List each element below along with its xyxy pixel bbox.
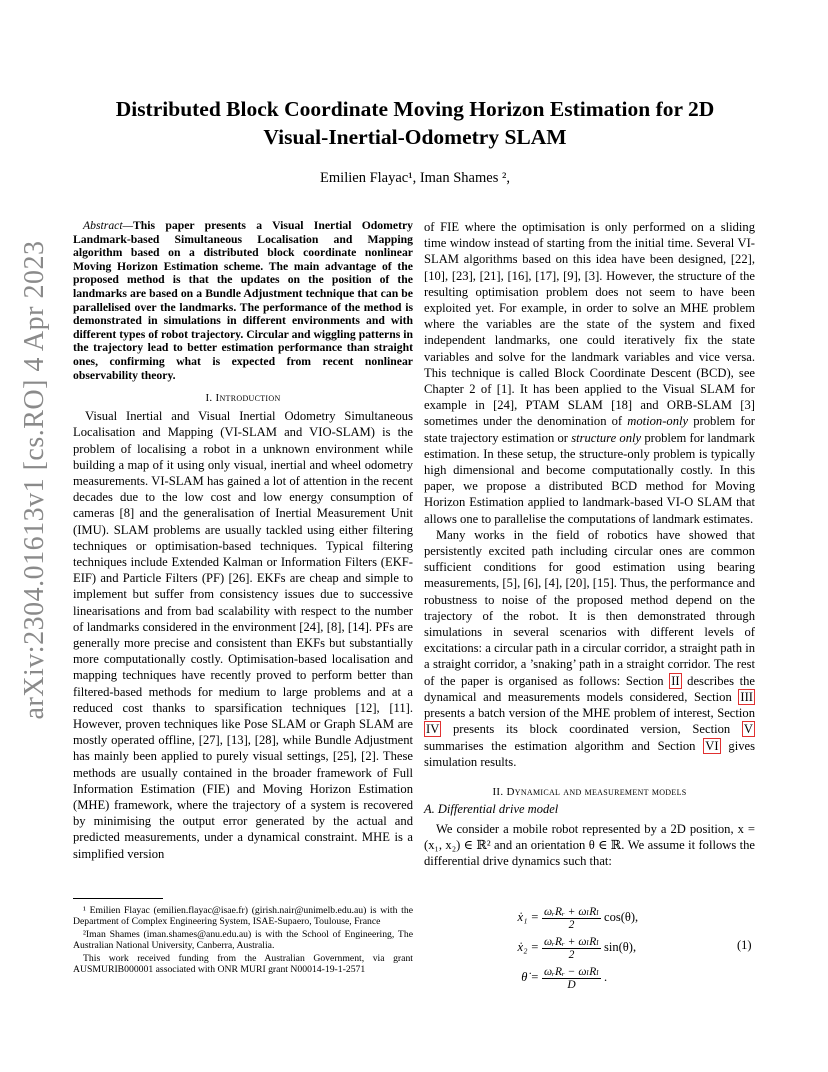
abstract-label: Abstract [83, 219, 123, 232]
equation-row: ẋ₁ = $\frac{\text{ωᵣRᵣ + ωₗRₗ}}{2}$ cos(θ), [517, 905, 639, 931]
model-paragraph: We consider a mobile robot represented by a 2D position, x = (x₁, x₂) ∈ ℝ² and an orientation θ ∈ ℝ. We assume it follows the differential drive dynamics such that: [424, 821, 755, 869]
section-link-V[interactable]: V [743, 722, 753, 737]
footnote-3: This work received funding from the Australian Government, via grant AUSMURIB000001 associated with ONR MURI grant N00014-19-1-2571 [73, 952, 413, 976]
equation-number: (1) [737, 938, 752, 952]
intro-paragraph-2: Many works in the field of robotics have showed that persistently excited path including circular ones are common sufficient conditions for good estimation using bearing measurements, [5], [6], [4], [20], [15]. Thus, the performance and robustness to noise of the proposed method depend on the trajectory of the robot. It is then demonstrated through simulations in several scenarios with different levels of excitations: a circular path in a circular corridor, a straight path in a straight corridor, a ’snaking’ path in a straight corridor. The rest of the paper is organised as follows: Section II describes the dynamical and measurements models considered, Section III presents a batch version of the MHE problem of interest, Section IV presents its block coordinated version, Section V summarises the estimation algorithm and Section VI gives simulation results. [424, 527, 755, 769]
section-heading-models: II. Dynamical and measurement models [492, 785, 687, 798]
equation-block [505, 902, 765, 992]
footnote-2: ²Iman Shames (iman.shames@anu.edu.au) is with the School of Engineering, The Australian National University, Canberra, Australia. [73, 928, 413, 952]
equation-row: θ̇ = $\frac{\text{ωᵣRᵣ − ωₗRₗ}}{D}$ . [521, 965, 608, 991]
footnote-1: ¹ Emilien Flayac (emilien.flayac@isae.fr) (girish.nair@unimelb.edu.au) is with the Department of Complex Engineering System, ISAE-Supaero, Toulouse, France [73, 905, 413, 928]
footnote-rule [73, 898, 163, 899]
paper-title: Distributed Block Coordinate Moving Horizon Estimation for 2D Visual-Inertial-Odometry SLAM [115, 97, 715, 149]
right-column [424, 219, 755, 870]
section-link-VI[interactable]: VI [705, 738, 719, 753]
paper-authors: Emilien Flayac¹, Iman Shames ², [320, 170, 510, 186]
arxiv-identifier [14, 240, 56, 720]
section-link-III[interactable]: III [740, 689, 753, 704]
abstract: Abstract—This paper presents a Visual Inertial Odometry Landmark-based Simultaneous Localisation and Mapping algorithm based on a distributed block coordinate nonlinear Moving Horizon Estimation scheme. The main advantage of the proposed method is that the updates on the position of the landmarks are based on a Bundle Adjustment technique that can be parallelised over the landmarks. The performance of the method is demonstrated in simulations in different environments and with different types of robot trajectory. Circular and wiggling patterns in the trajectory lead to better estimation performance than straight ones, confirming what is expected from recent nonlinear observability theory. [73, 219, 413, 382]
equation-row: ẋ₂ = $\frac{\text{ωᵣRᵣ + ωₗRₗ}}{2}$ sin(θ), [517, 935, 637, 961]
left-column [73, 219, 413, 862]
subsection-heading-differential-drive: A. Differential drive model [424, 801, 559, 816]
section-link-IV[interactable]: IV [426, 722, 440, 737]
abstract-text: This paper presents a Visual Inertial Odometry Landmark-based Simultaneous Localisation and Mapping algorithm based on a distributed block coordinate nonlinear Moving Horizon Estimation scheme. The main advantage of the proposed method is that the updates on the position of the landmarks are based on a Bundle Adjustment technique that can be parallelised over the landmarks. The performance of the method is demonstrated in simulations in different environments and with different types of robot trajectory. Circular and wiggling patterns in the trajectory lead to better estimation performance than straight ones, confirming what is expected from recent nonlinear observability theory. [73, 219, 413, 382]
section-heading-introduction: I. Introduction [205, 392, 281, 405]
footnotes [73, 905, 413, 976]
arxiv-id-text: arXiv:2304.01613v1 [cs.RO] 4 Apr 2023 [19, 240, 50, 720]
intro-paragraph-continued: of FIE where the optimisation is only performed on a sliding time window instead of starting from the initial time. Several VI-SLAM algorithms based on this idea have been designed, [22], [10], [23], [21], [16], [17], [9], [3]. However, the structure of the resulting optimisation problem does not seem to have been exploited yet. For example, in order to solve an MHE problem where the variables are the state of the system and fixed independent landmarks, one could iteratively fix the state variables and solve for the landmark variables and vice versa. This technique is called Block Coordinate Descent (BCD), see Chapter 2 of [1]. It has been applied to the Visual SLAM for example in [24], PTAM SLAM [18] and ORB-SLAM [3] sometimes under the denomination of motion-only problem for state trajectory estimation or structure only problem for landmark estimation. In these setup, the structure-only problem is typically high dimensional and become computationally costly. In this paper, we propose a distributed BCD method for Moving Horizon Estimation applied to landmark-based VI-O SLAM that allows one to parallelise the computations of landmark estimates. [424, 220, 756, 526]
section-link-II[interactable]: II [671, 673, 680, 688]
intro-paragraph: Visual Inertial and Visual Inertial Odometry Simultaneous Localisation and Mapping (VI-SLAM and VIO-SLAM) is the problem of localising a robot in a unknown environment while building a map of it using only visual, inertial and wheel odometry measurements. VI-SLAM has gained a lot of attention in the recent decades due to the low cost and low energy consumption of cameras [8] and the generalisation of Inertial Measurement Unit (IMU). SLAM problems are usually tackled using either filtering techniques or optimisation-based techniques. Typical filtering techniques include Extended Kalman or Information Filters (EKF-EIF) and Particle Filters (PF) [26]. EKFs are cheap and simple to implement but suffer from consistency issues due to successive linearisations and from bad scalability with respect to the number of landmarks considered in the environment [24], [8], [14]. PFs are generally more precise and consistent than EKFs but substantially more computationally costly. Optimisation-based localisation and mapping techniques have recently proved to perform better than filtered-based methods for medium to large problems and at a reduced cost thanks to sparsification techniques [12], [11]. However, proven techniques like Pose SLAM or Graph SLAM are mostly operated offline, [27], [13], [28], while Bundle Adjustment has mainly been applied to purely visual settings, [25], [2]. These methods are usually contained in the broader framework of Full Information Estimation (FIE) and Moving Horizon Estimation (MHE) framework, where the trajectory of a system is recovered by minimising the output error generated by the actual and predicted measurements, under a dynamical constraint. MHE is a simplified version [73, 409, 413, 861]
